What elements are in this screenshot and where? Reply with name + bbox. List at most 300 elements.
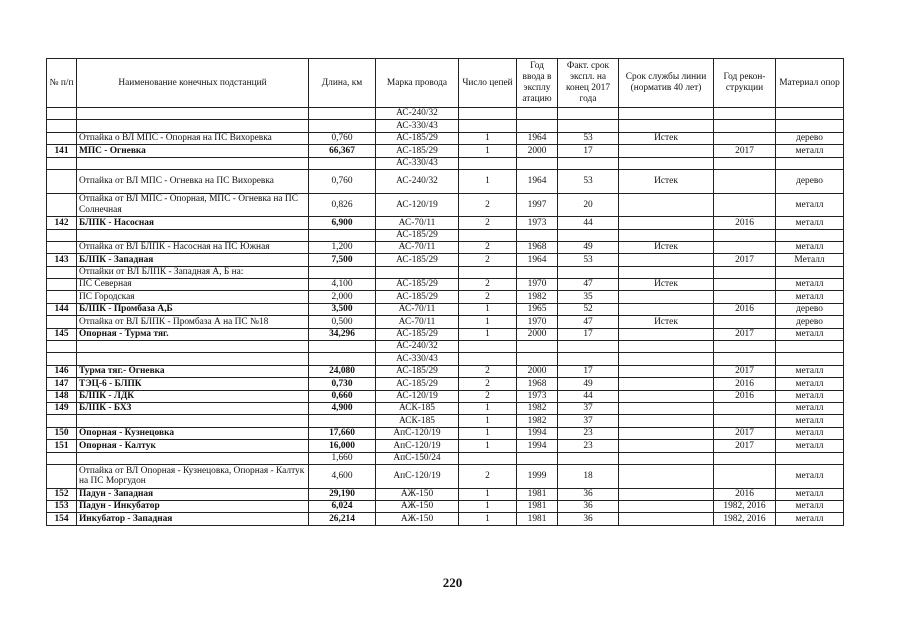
cell-chains: 2 xyxy=(459,217,517,229)
cell-year: 1982 xyxy=(517,415,558,427)
cell-year: 1994 xyxy=(517,427,558,439)
cell-service xyxy=(619,513,714,525)
cell-recon xyxy=(714,229,776,241)
cell-name: ПС Северная xyxy=(77,279,309,291)
cell-fact: 49 xyxy=(558,241,619,253)
cell-recon: 2016 xyxy=(714,390,776,402)
cell-recon: 2016 xyxy=(714,217,776,229)
cell-length xyxy=(309,108,376,120)
header-row xyxy=(47,59,844,108)
cell-name: Отпайка о ВЛ МПС - Опорная на ПС Вихоревка xyxy=(77,132,309,144)
cell-year: 2000 xyxy=(517,145,558,157)
cell-fact xyxy=(558,266,619,278)
cell-num xyxy=(47,316,77,328)
cell-service: Истек xyxy=(619,169,714,193)
cell-name: МПС - Огневка xyxy=(77,145,309,157)
cell-material: металл xyxy=(776,291,844,303)
cell-fact: 53 xyxy=(558,254,619,266)
cell-wire: АС-185/29 xyxy=(376,145,459,157)
cell-wire: АС-70/11 xyxy=(376,217,459,229)
cell-length: 0,760 xyxy=(309,169,376,193)
cell-fact: 36 xyxy=(558,500,619,512)
header-length: Длина, км xyxy=(309,59,376,108)
cell-chains xyxy=(459,452,517,464)
cell-num: 149 xyxy=(47,403,77,415)
header-recon: Год рекон- струкции xyxy=(714,59,776,108)
cell-material xyxy=(776,353,844,365)
cell-wire: АпС-120/19 xyxy=(376,440,459,452)
table-row xyxy=(47,403,844,415)
cell-length xyxy=(309,341,376,353)
cell-length: 29,190 xyxy=(309,488,376,500)
cell-chains: 1 xyxy=(459,169,517,193)
cell-wire: АС-240/32 xyxy=(376,169,459,193)
cell-num: 151 xyxy=(47,440,77,452)
cell-service xyxy=(619,291,714,303)
cell-length: 4,900 xyxy=(309,403,376,415)
cell-name: ПС Городская xyxy=(77,291,309,303)
cell-recon xyxy=(714,464,776,488)
cell-name: Отпайки от ВЛ БЛПК - Западная А, Б на: xyxy=(77,266,309,278)
cell-recon xyxy=(714,452,776,464)
cell-name xyxy=(77,452,309,464)
cell-recon xyxy=(714,415,776,427)
cell-fact xyxy=(558,452,619,464)
cell-length xyxy=(309,157,376,169)
cell-fact xyxy=(558,229,619,241)
cell-material: дерево xyxy=(776,316,844,328)
cell-material: металл xyxy=(776,279,844,291)
cell-recon xyxy=(714,341,776,353)
table-row xyxy=(47,291,844,303)
cell-length: 24,080 xyxy=(309,365,376,377)
cell-year: 1965 xyxy=(517,303,558,315)
cell-num: 154 xyxy=(47,513,77,525)
cell-length: 0,826 xyxy=(309,193,376,217)
table-row xyxy=(47,108,844,120)
cell-recon: 2017 xyxy=(714,254,776,266)
cell-num xyxy=(47,291,77,303)
table-body xyxy=(47,108,844,526)
cell-chains xyxy=(459,266,517,278)
cell-year: 1981 xyxy=(517,513,558,525)
cell-material: металл xyxy=(776,415,844,427)
cell-recon xyxy=(714,193,776,217)
table-row xyxy=(47,500,844,512)
cell-recon: 2017 xyxy=(714,328,776,340)
table-row xyxy=(47,132,844,144)
cell-fact: 44 xyxy=(558,390,619,402)
cell-wire: АС-120/19 xyxy=(376,390,459,402)
cell-chains xyxy=(459,341,517,353)
cell-chains: 1 xyxy=(459,316,517,328)
table-row xyxy=(47,328,844,340)
cell-wire: АЖ-150 xyxy=(376,500,459,512)
table-row xyxy=(47,378,844,390)
cell-name: Падун - Западная xyxy=(77,488,309,500)
cell-service xyxy=(619,353,714,365)
cell-material xyxy=(776,157,844,169)
page-number: 220 xyxy=(442,575,463,590)
cell-year xyxy=(517,353,558,365)
cell-service xyxy=(619,341,714,353)
cell-name: БЛПК - Промбаза А,Б xyxy=(77,303,309,315)
cell-num: 143 xyxy=(47,254,77,266)
cell-length: 6,900 xyxy=(309,217,376,229)
cell-service: Истек xyxy=(619,316,714,328)
cell-wire: АС-185/29 xyxy=(376,132,459,144)
substations-table xyxy=(46,58,844,526)
cell-chains: 1 xyxy=(459,132,517,144)
cell-length xyxy=(309,415,376,427)
table-row xyxy=(47,427,844,439)
cell-name: Падун - Инкубатор xyxy=(77,500,309,512)
cell-recon xyxy=(714,279,776,291)
cell-num: 144 xyxy=(47,303,77,315)
cell-num: 141 xyxy=(47,145,77,157)
cell-fact: 17 xyxy=(558,328,619,340)
table-row xyxy=(47,193,844,217)
cell-year xyxy=(517,108,558,120)
table-row xyxy=(47,341,844,353)
cell-recon xyxy=(714,132,776,144)
cell-material: металл xyxy=(776,193,844,217)
cell-fact: 49 xyxy=(558,378,619,390)
cell-fact: 53 xyxy=(558,169,619,193)
cell-service xyxy=(619,303,714,315)
cell-chains: 2 xyxy=(459,291,517,303)
cell-material: дерево xyxy=(776,169,844,193)
cell-chains: 2 xyxy=(459,378,517,390)
table-row xyxy=(47,217,844,229)
cell-wire xyxy=(376,266,459,278)
cell-num: 147 xyxy=(47,378,77,390)
cell-length xyxy=(309,266,376,278)
cell-name: Отпайка от ВЛ БЛПК - Насосная на ПС Южная xyxy=(77,241,309,253)
cell-num: 142 xyxy=(47,217,77,229)
cell-length: 4,600 xyxy=(309,464,376,488)
header-year: Год ввода в эксплу атацию xyxy=(517,59,558,108)
cell-name: Опорная - Турма тяг. xyxy=(77,328,309,340)
cell-service xyxy=(619,488,714,500)
header-material: Материал опор xyxy=(776,59,844,108)
cell-chains: 1 xyxy=(459,513,517,525)
cell-chains: 1 xyxy=(459,303,517,315)
cell-fact: 37 xyxy=(558,415,619,427)
cell-service xyxy=(619,440,714,452)
cell-chains xyxy=(459,353,517,365)
cell-num xyxy=(47,341,77,353)
cell-fact: 47 xyxy=(558,316,619,328)
cell-recon xyxy=(714,157,776,169)
cell-wire: АпС-120/19 xyxy=(376,427,459,439)
cell-wire: АС-120/19 xyxy=(376,193,459,217)
cell-name: Отпайка от ВЛ МПС - Опорная, МПС - Огневка на ПС Солнечная xyxy=(77,193,309,217)
cell-length: 6,024 xyxy=(309,500,376,512)
cell-year: 1982 xyxy=(517,291,558,303)
cell-recon: 2016 xyxy=(714,303,776,315)
cell-material: металл xyxy=(776,328,844,340)
cell-name xyxy=(77,353,309,365)
cell-recon: 2017 xyxy=(714,440,776,452)
table-row xyxy=(47,513,844,525)
cell-length: 0,500 xyxy=(309,316,376,328)
cell-service xyxy=(619,108,714,120)
cell-wire: АЖ-150 xyxy=(376,513,459,525)
cell-fact: 52 xyxy=(558,303,619,315)
cell-year: 1964 xyxy=(517,169,558,193)
cell-service xyxy=(619,193,714,217)
cell-name: Опорная - Кузнецовка xyxy=(77,427,309,439)
cell-recon xyxy=(714,120,776,132)
cell-wire: АС-330/43 xyxy=(376,120,459,132)
cell-recon xyxy=(714,266,776,278)
cell-length xyxy=(309,229,376,241)
cell-name: БЛПК - Западная xyxy=(77,254,309,266)
cell-chains: 1 xyxy=(459,415,517,427)
cell-fact xyxy=(558,157,619,169)
cell-wire: АС-185/29 xyxy=(376,328,459,340)
cell-year: 1970 xyxy=(517,316,558,328)
cell-chains: 2 xyxy=(459,279,517,291)
cell-chains xyxy=(459,108,517,120)
cell-chains: 2 xyxy=(459,390,517,402)
cell-service xyxy=(619,120,714,132)
cell-length: 7,500 xyxy=(309,254,376,266)
cell-material: металл xyxy=(776,365,844,377)
header-wire: Марка провода xyxy=(376,59,459,108)
cell-chains: 1 xyxy=(459,488,517,500)
cell-chains: 1 xyxy=(459,500,517,512)
cell-fact: 18 xyxy=(558,464,619,488)
cell-recon: 1982, 2016 xyxy=(714,513,776,525)
cell-length: 1,200 xyxy=(309,241,376,253)
cell-name: Турма тяг.- Огневка xyxy=(77,365,309,377)
cell-wire: АС-70/11 xyxy=(376,303,459,315)
cell-length: 0,730 xyxy=(309,378,376,390)
header-service: Срок службы линии (норматив 40 лет) xyxy=(619,59,714,108)
cell-chains xyxy=(459,157,517,169)
cell-num xyxy=(47,279,77,291)
cell-wire: АпС-120/19 xyxy=(376,464,459,488)
cell-length xyxy=(309,120,376,132)
cell-length: 2,000 xyxy=(309,291,376,303)
cell-num xyxy=(47,132,77,144)
cell-name: Отпайка от ВЛ БЛПК - Промбаза А на ПС №18 xyxy=(77,316,309,328)
cell-year: 2000 xyxy=(517,365,558,377)
cell-name xyxy=(77,157,309,169)
cell-num xyxy=(47,157,77,169)
cell-wire: АС-185/29 xyxy=(376,279,459,291)
cell-service xyxy=(619,390,714,402)
cell-chains: 2 xyxy=(459,365,517,377)
cell-fact: 47 xyxy=(558,279,619,291)
cell-recon xyxy=(714,353,776,365)
cell-num xyxy=(47,266,77,278)
cell-num xyxy=(47,241,77,253)
cell-name xyxy=(77,415,309,427)
cell-chains: 1 xyxy=(459,440,517,452)
cell-num xyxy=(47,353,77,365)
table-row xyxy=(47,279,844,291)
cell-year xyxy=(517,341,558,353)
cell-material: металл xyxy=(776,500,844,512)
cell-wire: АС-185/29 xyxy=(376,229,459,241)
cell-fact: 53 xyxy=(558,132,619,144)
cell-fact xyxy=(558,120,619,132)
cell-material: металл xyxy=(776,145,844,157)
cell-num xyxy=(47,452,77,464)
cell-fact: 35 xyxy=(558,291,619,303)
cell-year: 1970 xyxy=(517,279,558,291)
cell-fact: 36 xyxy=(558,513,619,525)
cell-num xyxy=(47,108,77,120)
cell-name: БЛПК - Насосная xyxy=(77,217,309,229)
cell-chains xyxy=(459,229,517,241)
cell-wire: АЖ-150 xyxy=(376,488,459,500)
cell-length: 26,214 xyxy=(309,513,376,525)
cell-service xyxy=(619,427,714,439)
cell-name: Опорная - Калтук xyxy=(77,440,309,452)
cell-wire: АСК-185 xyxy=(376,415,459,427)
cell-recon: 2017 xyxy=(714,145,776,157)
cell-service xyxy=(619,452,714,464)
cell-length: 0,660 xyxy=(309,390,376,402)
cell-fact xyxy=(558,353,619,365)
cell-fact: 20 xyxy=(558,193,619,217)
cell-material: металл xyxy=(776,241,844,253)
cell-material xyxy=(776,341,844,353)
cell-material: металл xyxy=(776,427,844,439)
cell-name: ТЭЦ-6 - БЛПК xyxy=(77,378,309,390)
table-row xyxy=(47,169,844,193)
cell-name xyxy=(77,108,309,120)
cell-name: Инкубатор - Западная xyxy=(77,513,309,525)
cell-material: металл xyxy=(776,403,844,415)
table-row xyxy=(47,229,844,241)
cell-chains: 2 xyxy=(459,254,517,266)
cell-material: Металл xyxy=(776,254,844,266)
cell-fact: 17 xyxy=(558,365,619,377)
cell-chains: 1 xyxy=(459,427,517,439)
cell-year: 2000 xyxy=(517,328,558,340)
cell-material xyxy=(776,108,844,120)
cell-wire: АС-185/29 xyxy=(376,365,459,377)
header-chains: Число цепей xyxy=(459,59,517,108)
cell-chains: 2 xyxy=(459,464,517,488)
cell-wire: АС-330/43 xyxy=(376,353,459,365)
header-fact: Факт. срок экспл. на конец 2017 года xyxy=(558,59,619,108)
table-row xyxy=(47,303,844,315)
cell-material: металл xyxy=(776,513,844,525)
cell-num: 152 xyxy=(47,488,77,500)
cell-material xyxy=(776,266,844,278)
cell-num: 150 xyxy=(47,427,77,439)
table-row xyxy=(47,353,844,365)
table-row xyxy=(47,488,844,500)
cell-fact xyxy=(558,108,619,120)
cell-service xyxy=(619,229,714,241)
cell-num xyxy=(47,464,77,488)
cell-year: 1968 xyxy=(517,378,558,390)
cell-recon xyxy=(714,316,776,328)
cell-wire: АпС-150/24 xyxy=(376,452,459,464)
cell-chains: 2 xyxy=(459,241,517,253)
table-row xyxy=(47,254,844,266)
cell-fact: 23 xyxy=(558,440,619,452)
cell-material: металл xyxy=(776,440,844,452)
cell-fact: 23 xyxy=(558,427,619,439)
cell-material: дерево xyxy=(776,132,844,144)
cell-recon xyxy=(714,241,776,253)
cell-name: Отпайка от ВЛ МПС - Огневка на ПС Вихоревка xyxy=(77,169,309,193)
cell-chains: 2 xyxy=(459,193,517,217)
cell-length xyxy=(309,353,376,365)
cell-num xyxy=(47,415,77,427)
cell-material: металл xyxy=(776,488,844,500)
table-row xyxy=(47,241,844,253)
cell-num xyxy=(47,229,77,241)
cell-fact: 36 xyxy=(558,488,619,500)
cell-wire: АС-70/11 xyxy=(376,316,459,328)
cell-service xyxy=(619,145,714,157)
cell-material: металл xyxy=(776,217,844,229)
cell-material: металл xyxy=(776,464,844,488)
cell-chains: 1 xyxy=(459,403,517,415)
cell-length: 66,367 xyxy=(309,145,376,157)
cell-recon: 2016 xyxy=(714,378,776,390)
cell-length: 34,296 xyxy=(309,328,376,340)
cell-year: 1973 xyxy=(517,217,558,229)
cell-service xyxy=(619,217,714,229)
cell-recon xyxy=(714,108,776,120)
cell-recon xyxy=(714,403,776,415)
cell-year xyxy=(517,266,558,278)
cell-material: металл xyxy=(776,390,844,402)
cell-year: 1973 xyxy=(517,390,558,402)
cell-service: Истек xyxy=(619,279,714,291)
cell-material: металл xyxy=(776,378,844,390)
cell-num xyxy=(47,169,77,193)
cell-fact: 17 xyxy=(558,145,619,157)
cell-recon: 2016 xyxy=(714,488,776,500)
cell-service xyxy=(619,328,714,340)
cell-chains: 1 xyxy=(459,328,517,340)
cell-name: БЛПК - ЛДК xyxy=(77,390,309,402)
cell-material xyxy=(776,452,844,464)
cell-recon: 2017 xyxy=(714,365,776,377)
cell-year xyxy=(517,157,558,169)
cell-name: БЛПК - БХЗ xyxy=(77,403,309,415)
table-row xyxy=(47,266,844,278)
table-row xyxy=(47,464,844,488)
cell-year: 1982 xyxy=(517,403,558,415)
cell-service xyxy=(619,464,714,488)
cell-year: 1999 xyxy=(517,464,558,488)
cell-service xyxy=(619,403,714,415)
cell-year: 1997 xyxy=(517,193,558,217)
cell-wire: АС-185/29 xyxy=(376,254,459,266)
cell-material xyxy=(776,120,844,132)
header-name: Наименование конечных подстанций xyxy=(77,59,309,108)
cell-name xyxy=(77,341,309,353)
cell-recon xyxy=(714,291,776,303)
cell-name xyxy=(77,229,309,241)
cell-num xyxy=(47,120,77,132)
table-row xyxy=(47,120,844,132)
cell-length: 0,760 xyxy=(309,132,376,144)
cell-num: 148 xyxy=(47,390,77,402)
